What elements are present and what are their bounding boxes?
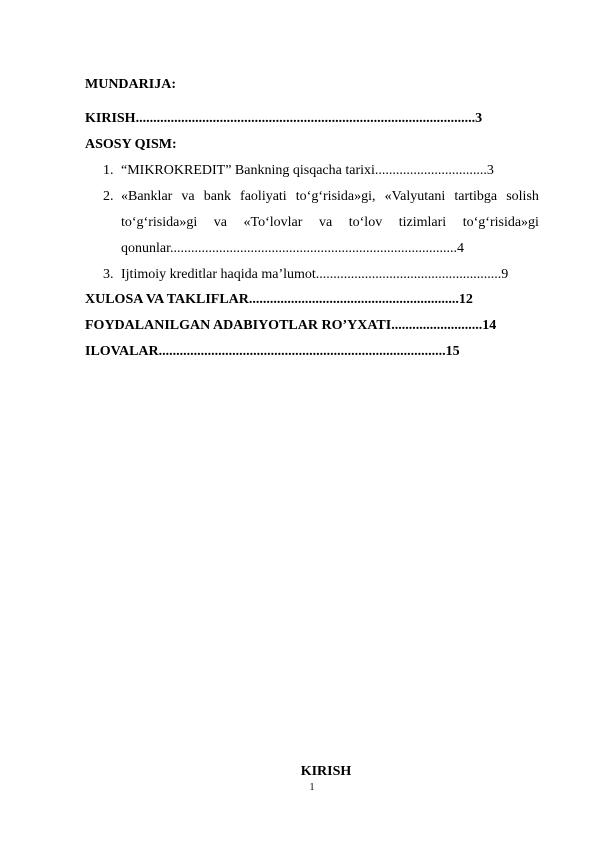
toc-entry-asosy-qism: ASOSY QISM: (85, 137, 177, 152)
toc-entry-xulosa[interactable]: XULOSA VA TAKLIFLAR............................................................12 (85, 292, 473, 307)
toc-entry-number: 3. (103, 267, 114, 282)
toc-entry-word: «To‘lovlar (243, 215, 303, 230)
toc-entry-kirish[interactable]: KIRISH.................................................................................................3 (85, 111, 483, 126)
toc-entry-word: «Valyutani (384, 189, 446, 204)
toc-entry-ilovalar[interactable]: ILOVALAR..................................................................................15 (85, 344, 460, 359)
toc-entry-text: “MIKROKREDIT” Bankning qisqacha tarixi................................3 (121, 163, 494, 178)
next-section-title: KIRISH (300, 764, 352, 779)
toc-entry-3[interactable] (103, 266, 508, 284)
toc-heading: MUNDARIJA: (85, 77, 176, 92)
toc-entry-word: tizimlari (398, 215, 447, 230)
toc-entry-word: va (318, 215, 333, 230)
toc-entry-2-line-3[interactable]: qonunlar..................................................................................4 (121, 241, 464, 256)
toc-entry-word: faoliyati (240, 189, 287, 204)
toc-entry-word: «Banklar (121, 189, 173, 204)
toc-entry-word: to‘g‘risida»gi (121, 215, 198, 230)
toc-entry-word: to‘lov (348, 215, 383, 230)
toc-entry-word: to‘g‘risida»gi, (295, 189, 376, 204)
toc-entry-word: tartibga (454, 189, 498, 204)
toc-entry-word: bank (203, 189, 231, 204)
toc-entry-word: va (213, 215, 227, 230)
toc-entry-word: to‘g‘risida»gi (462, 215, 539, 230)
toc-entry-1[interactable] (103, 162, 494, 180)
page-number: 1 (309, 782, 315, 793)
toc-entry-2-number: 2. (103, 189, 114, 204)
toc-entry-word: solish (506, 189, 539, 204)
toc-entry-2-line-1[interactable] (121, 188, 539, 206)
toc-entry-foydalanilgan-adabiyotlar[interactable]: FOYDALANILGAN ADABIYOTLAR RO’YXATI..........................14 (85, 318, 497, 333)
toc-entry-word: va (181, 189, 195, 204)
toc-entry-number: 1. (103, 163, 114, 178)
toc-entry-text: Ijtimoiy kreditlar haqida ma’lumot.....................................................9 (121, 267, 509, 282)
toc-entry-2-line-2[interactable] (121, 214, 539, 232)
